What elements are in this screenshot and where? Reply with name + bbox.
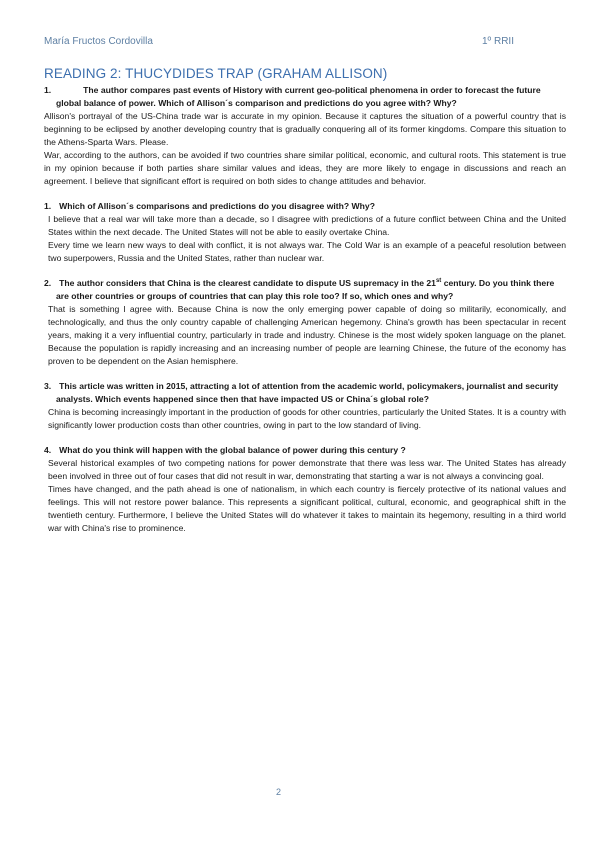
page-title: READING 2: THUCYDIDES TRAP (GRAHAM ALLISON) [44, 66, 388, 81]
question-2 [44, 200, 566, 213]
question-text: What do you think will happen with the global balance of power during this century ? [59, 445, 406, 455]
question-text: Which of Allison´s comparisons and predictions do you disagree with? Why? [59, 201, 375, 211]
document-body [44, 66, 566, 535]
question-3 [44, 277, 566, 303]
question-number: 4. [44, 445, 52, 455]
answer-paragraph: Every time we learn new ways to deal with conflict, it is not always war. The Cold War is an example of a peaceful resolution between two superpowers, Russia and the United States, rather than nuclear war. [48, 240, 566, 263]
answer-paragraph: War, according to the authors, can be avoided if two countries share similar political, economic, and cultural roots. This statement is true in my opinion because if both parties share similar values and ideas, they are more likely to engage in discussions and reach an agreement. I believe that significant effort is required on both sides to change attitudes and behavior. [44, 150, 566, 186]
question-number: 3. [44, 381, 52, 391]
question-text-start: The author considers that China is the clearest candidate to dispute US supremacy in the 21 [59, 278, 436, 288]
question-1 [44, 84, 566, 110]
question-text: This article was written in 2015, attracting a lot of attention from the academic world, policymakers, journalist and security analysts. Which events happened since then that have impacted US or China´s global role? [56, 381, 559, 404]
answer-paragraph: Several historical examples of two competing nations for power demonstrate that there was less war. The United States has already been involved in three out of four cases that did not result in war, demonstrating that starting a war is not always a convincing goal. [48, 458, 566, 481]
question-text-end: century. Do you think there are other countries or groups of countries that can play this role too? If so, which ones and why? [56, 278, 555, 301]
answer-paragraph: Times have changed, and the path ahead is one of nationalism, in which each country is fiercely protective of its national values and feelings. This will not restore power balance. This represents a significant political, cultural, economic, and geographical shift in the twentieth century. Furthermore, I believe the United States will do whatever it takes to maintain its hegemony, resulting in a third world war with China's rise to prominence. [48, 484, 566, 533]
answer-paragraph: China is becoming increasingly important in the production of goods for other countries, particularly the United States. It is a country with significantly lower production costs than other countries, owing in part to the low standard of living. [48, 407, 566, 430]
answer-paragraph: I believe that a real war will take more than a decade, so I disagree with predictions of a future conflict between China and the United States within the next decade. The United States will not be able to easily overtake China. [48, 214, 566, 237]
header-course: 1º RRII [482, 36, 514, 47]
question-number: 1. [44, 201, 52, 211]
question-number: 2. [44, 278, 52, 288]
question-number: 1. [44, 85, 52, 95]
superscript-st: st [435, 278, 442, 285]
question-4 [44, 380, 566, 406]
page-number: 2 [276, 787, 282, 797]
question-text: The author compares past events of History with current geo-political phenomena in order to forecast the future global balance of power. Which of Allison´s comparison and predictions do you agree with? Why? [56, 85, 541, 108]
question-5 [44, 444, 566, 457]
header-author: María Fructos Cordovilla [44, 36, 153, 47]
answer-paragraph: Allison's portrayal of the US-China trade war is accurate in my opinion. Because it captures the situation of a powerful country that is beginning to be eclipsed by another developing country that is gradually conquering all of its former kingdoms. Compare this situation to the Athens-Sparta Wars. Please. [44, 111, 566, 147]
answer-paragraph: That is something I agree with. Because China is now the only emerging power capable of doing so militarily, economically, and technologically, and thus the only country capable of challenging American hegemony. China's growth has been spectacular in recent years, making it a very influential country, particularly in trade and industry. Chinese is the most widely spoken language on the planet. Because the population is rapidly increasing and an increasing number of people are learning Chinese, the future of the economy has proven to be dependent on the Asian hemisphere. [48, 304, 566, 366]
